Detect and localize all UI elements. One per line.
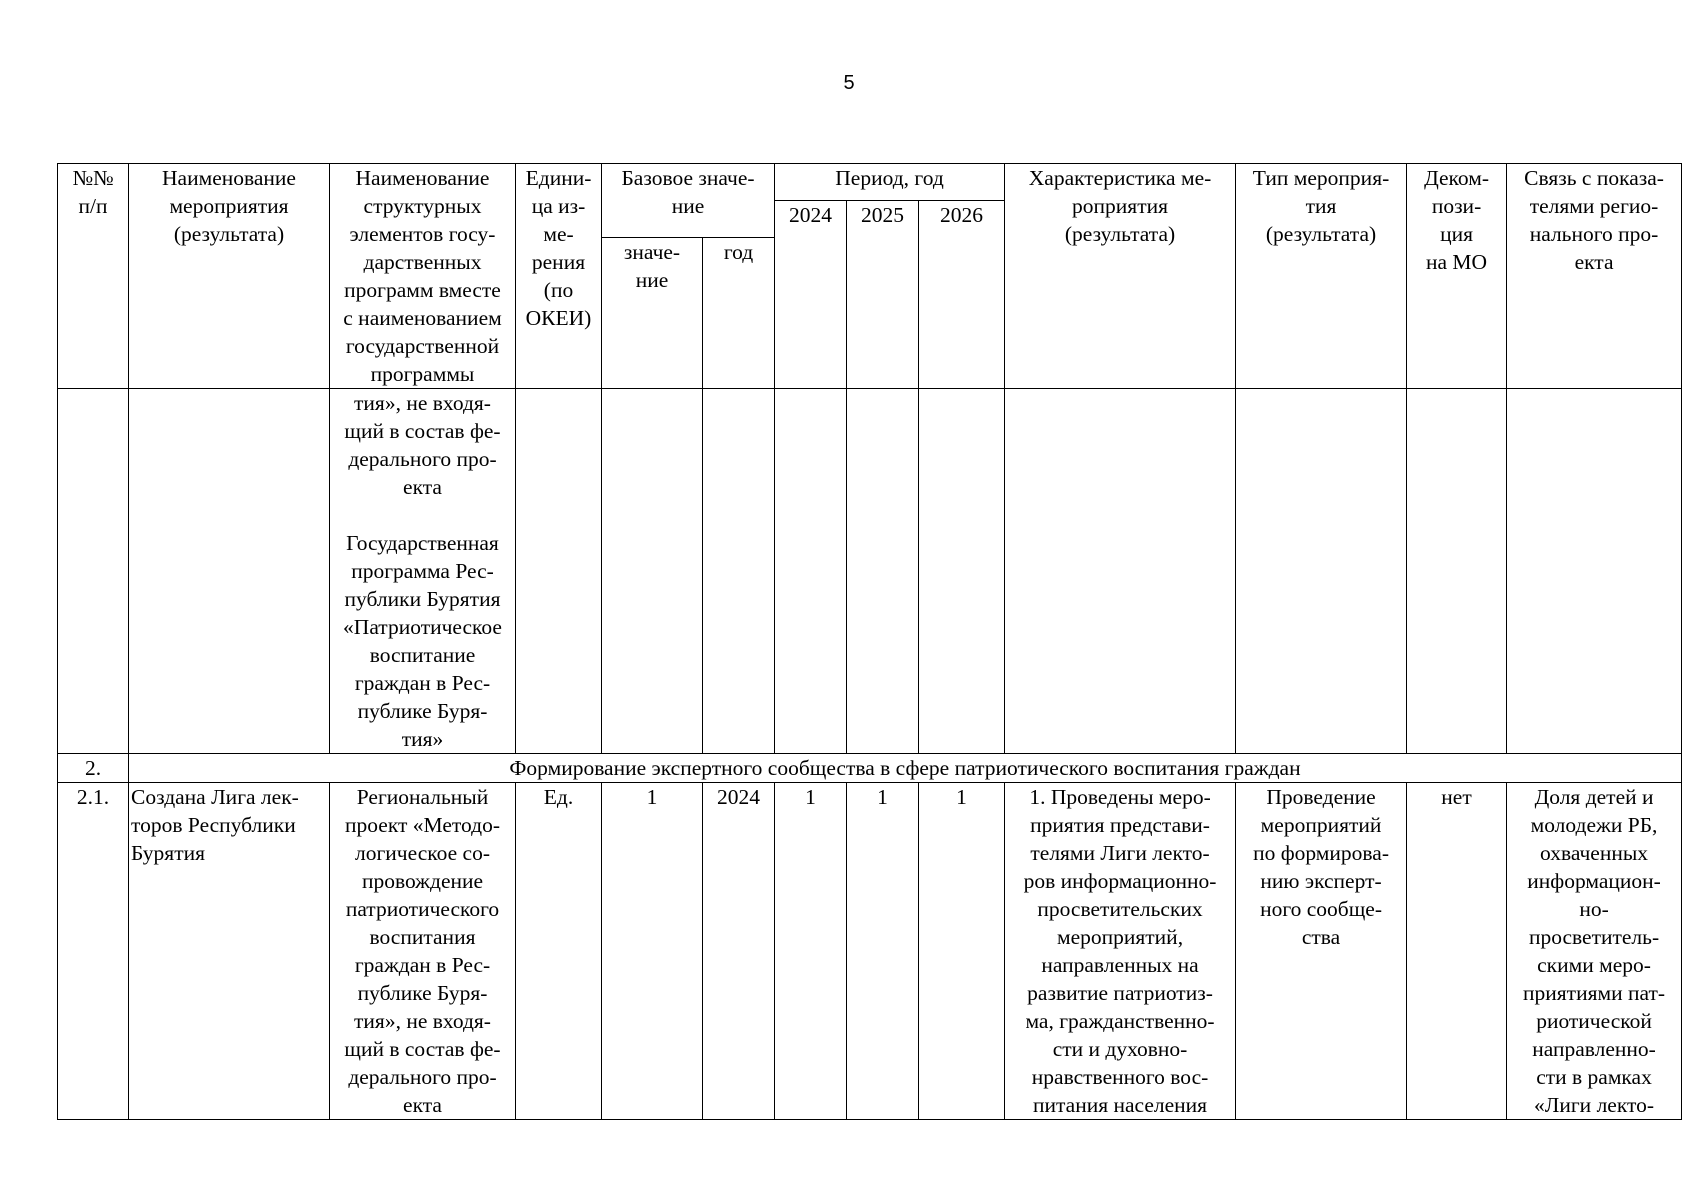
header-base-value: значе- ние	[602, 238, 703, 389]
header-num: №№ п/п	[58, 164, 129, 389]
section-num: 2.	[58, 754, 129, 783]
header-characteristic: Характеристика ме- роприятия (результата)	[1005, 164, 1236, 389]
measures-table	[57, 163, 1682, 1120]
header-base-year: год	[703, 238, 775, 389]
page-number: 5	[843, 72, 855, 94]
row-year-2025: 1	[847, 783, 919, 1120]
section-row	[58, 754, 1682, 783]
header-year-2026: 2026	[919, 201, 1005, 389]
row-year-2024: 1	[775, 783, 847, 1120]
header-name: Наименование мероприятия (результата)	[129, 164, 330, 389]
table-row	[58, 783, 1682, 1120]
header-year-2025: 2025	[847, 201, 919, 389]
row-year-2026: 1	[919, 783, 1005, 1120]
row-link: Доля детей и молодежи РБ, охваченных информацион- но- просветитель- скими меро- приятиями пат- риотической направленно- сти в рамках «Лиги лекто-	[1507, 783, 1682, 1120]
header-decomposition: Деком- пози- ция на МО	[1407, 164, 1507, 389]
row-name: Создана Лига лек- торов Республики Бурятия	[129, 783, 330, 1120]
row-base-value: 1	[602, 783, 703, 1120]
row-characteristic: 1. Проведены меро- приятия представи- телями Лиги лекто- ров информационно- просветительских мероприятий, направленных на развитие патриотиз- ма, гражданственно- сти и духовно- нравственного вос- питания населения	[1005, 783, 1236, 1120]
row-unit: Ед.	[516, 783, 602, 1120]
row-decomposition: нет	[1407, 783, 1507, 1120]
header-struct: Наименование структурных элементов госу- дарственных программ вместе с наименованием государственной программы	[330, 164, 516, 389]
continuation-row	[58, 389, 1682, 754]
continuation-struct: тия», не входя- щий в состав фе- дерального про- екта Государственная программа Рес- публики Бурятия «Патриотическое воспитание граждан в Рес- публике Буря- тия»	[330, 389, 516, 754]
header-unit: Едини- ца из- ме- рения (по ОКЕИ)	[516, 164, 602, 389]
header-year-2024: 2024	[775, 201, 847, 389]
header-link: Связь с показа- телями регио- нального про- екта	[1507, 164, 1682, 389]
row-base-year: 2024	[703, 783, 775, 1120]
header-base: Базовое значе- ние	[602, 164, 775, 238]
header-row	[58, 164, 1682, 201]
row-type: Проведение мероприятий по формирова- нию эксперт- ного сообще- ства	[1236, 783, 1407, 1120]
row-num: 2.1.	[58, 783, 129, 1120]
row-struct: Региональный проект «Методо- логическое со- провождение патриотического воспитания граждан в Рес- публике Буря- тия», не входя- щий в состав фе- дерального про- екта	[330, 783, 516, 1120]
section-title: Формирование экспертного сообщества в сфере патриотического воспитания граждан	[129, 754, 1682, 783]
header-type: Тип мероприя- тия (результата)	[1236, 164, 1407, 389]
header-period: Период, год	[775, 164, 1005, 201]
